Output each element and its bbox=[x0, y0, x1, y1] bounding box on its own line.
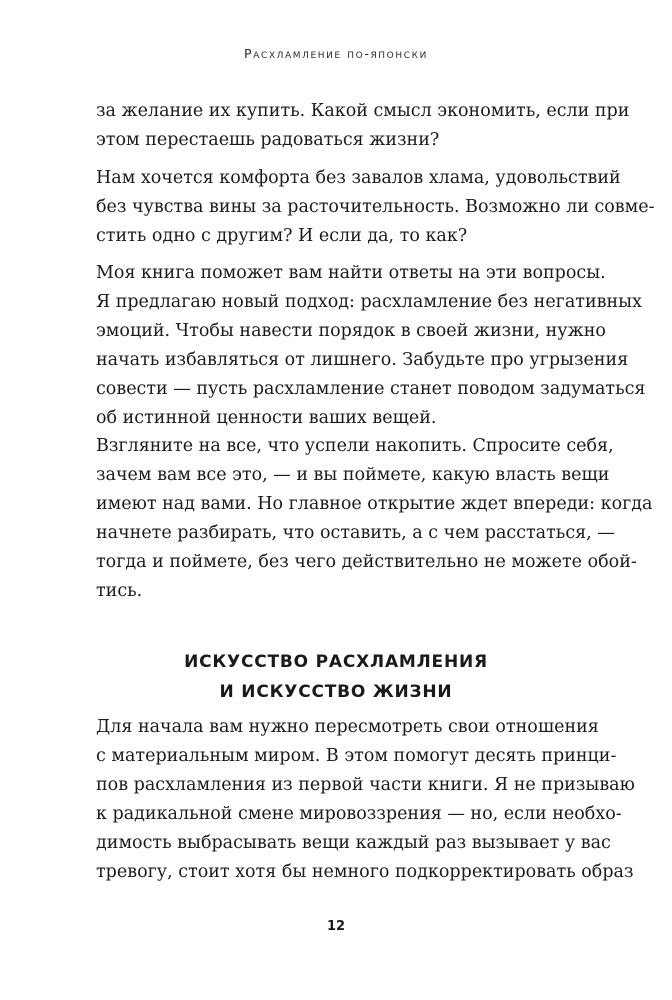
running-head: Расхламление по-японски bbox=[244, 46, 428, 61]
text-line: об истинной ценности ваших вещей. bbox=[96, 408, 437, 428]
paragraph bbox=[96, 97, 630, 155]
text-line: Для начала вам нужно пересмотреть свои отношения bbox=[96, 717, 599, 737]
text-line: с материальным миром. В этом помогут десять принци- bbox=[96, 746, 617, 766]
text-line: тись. bbox=[96, 581, 143, 601]
text-line: без чувства вины за расточительность. Возможно ли совме- bbox=[96, 197, 655, 217]
paragraph bbox=[96, 713, 635, 887]
text-line: тревогу, стоит хотя бы немного подкорректировать образ bbox=[96, 862, 634, 882]
text-line: начать избавляться от лишнего. Забудьте про угрызения bbox=[96, 350, 629, 370]
text-line: Нам хочется комфорта без завалов хлама, удовольствий bbox=[96, 168, 621, 188]
text-line: зачем вам все это, — и вы поймете, какую власть вещи bbox=[96, 465, 610, 485]
text-line: начнете разбирать, что оставить, а с чем расстаться, — bbox=[96, 523, 615, 543]
section-heading bbox=[96, 647, 576, 707]
text-line: к радикальной смене мировоззрения — но, если необхо- bbox=[96, 804, 622, 824]
page-number: 12 bbox=[326, 919, 346, 934]
text-line: Моя книга поможет вам найти ответы на эти вопросы. bbox=[96, 263, 606, 283]
paragraph bbox=[96, 432, 653, 606]
text-line: за желание их купить. Какой смысл экономить, если при bbox=[96, 101, 630, 121]
paragraph bbox=[96, 164, 655, 251]
text-line: стить одно с другим? И если да, то как? bbox=[96, 226, 468, 246]
text-line: пов расхламления из первой части книги. Я не призываю bbox=[96, 775, 635, 795]
text-line: Я предлагаю новый подход: расхламление без негативных bbox=[96, 292, 642, 312]
text-line: Взгляните на все, что успели накопить. Спросите себя, bbox=[96, 436, 614, 456]
text-line: этом перестаешь радоваться жизни? bbox=[96, 130, 440, 150]
section-heading-line: ИСКУССТВО РАСХЛАМЛЕНИЯ bbox=[184, 652, 488, 672]
text-line: эмоций. Чтобы навести порядок в своей жизни, нужно bbox=[96, 321, 606, 341]
text-line: совести — пусть расхламление станет поводом задуматься bbox=[96, 379, 646, 399]
section-heading-line: И ИСКУССТВО ЖИЗНИ bbox=[219, 682, 453, 702]
text-line: имеют над вами. Но главное открытие ждет впереди: когда bbox=[96, 494, 653, 514]
text-line: тогда и поймете, без чего действительно не можете обой- bbox=[96, 552, 637, 572]
paragraph bbox=[96, 259, 646, 433]
text-line: димость выбрасывать вещи каждый раз вызывает у вас bbox=[96, 833, 611, 853]
